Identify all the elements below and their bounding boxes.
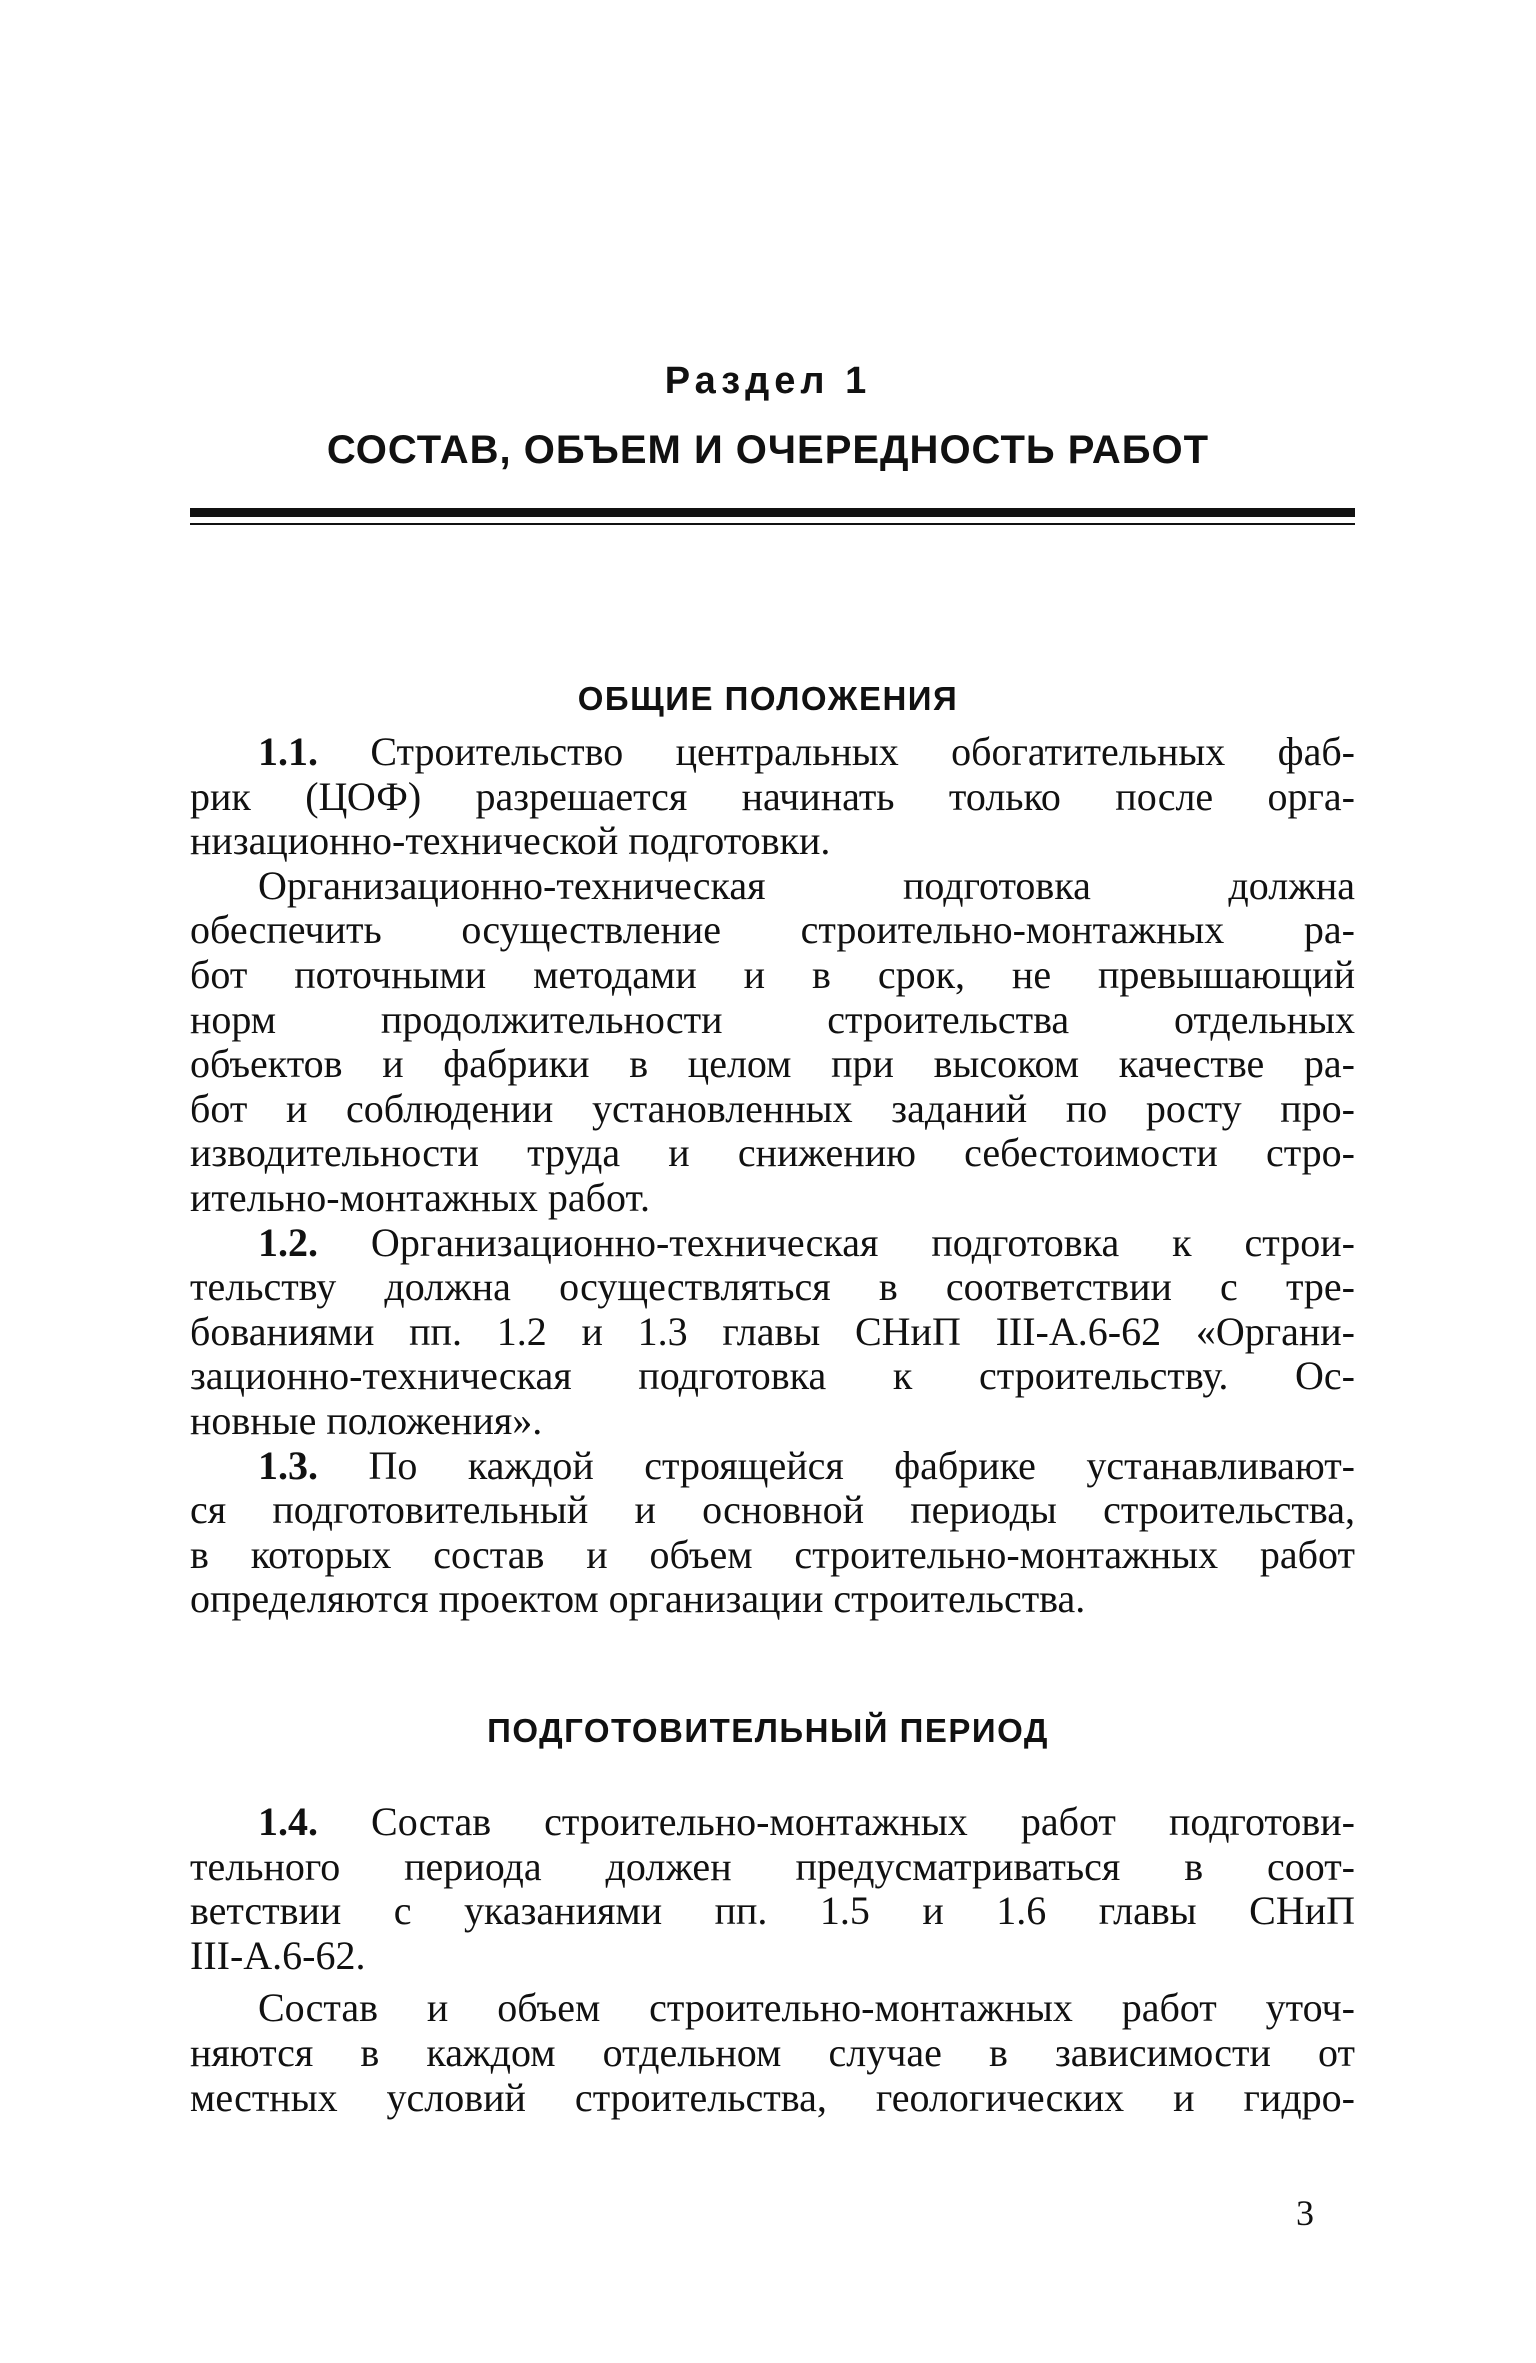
paragraph-org-line: Организационно-техническая подготовка должна xyxy=(258,862,1355,908)
paragraph-org-line: обеспечить осуществление строительно-монтажных ра- xyxy=(190,907,1355,953)
clause-number: 1.2. xyxy=(258,1219,318,1265)
paragraph-sostav-line: Состав и объем строительно-монтажных работ уточ- xyxy=(258,1985,1355,2031)
paragraph-1-4-line: 1.4. Состав строительно-монтажных работ подготови- xyxy=(258,1799,1355,1844)
clause-number: 1.4. xyxy=(258,1799,318,1844)
section-label: Раздел 1 xyxy=(664,360,872,402)
paragraph-1-1-line: рик (ЦОФ) разрешается начинать только после орга- xyxy=(190,773,1355,819)
paragraph-1-1-line: низационно-технической подготовки. xyxy=(190,818,831,864)
paragraph-1-4-line: тельного периода должен предусматриваться в соот- xyxy=(190,1843,1355,1889)
paragraph-1-2-line: бованиями пп. 1.2 и 1.3 главы СНиП III-А.6-62 «Органи- xyxy=(190,1308,1355,1354)
page-number: 3 xyxy=(1296,2193,1314,2233)
paragraph-1-2-line: зационно-техническая подготовка к строительству. Ос- xyxy=(190,1353,1355,1399)
paragraph-1-1-line: 1.1. Строительство центральных обогатительных фаб- xyxy=(258,729,1355,774)
paragraph-1-4-line: ветствии с указаниями пп. 1.5 и 1.6 главы СНиП xyxy=(190,1888,1355,1934)
title-rule-thick xyxy=(190,508,1355,517)
paragraph-1-3-line: ся подготовительный и основной периоды строительства, xyxy=(190,1487,1355,1533)
heading-preparatory-period: ПОДГОТОВИТЕЛЬНЫЙ ПЕРИОД xyxy=(487,1712,1049,1749)
paragraph-1-2-line: 1.2. Организационно-техническая подготовка к строи- xyxy=(258,1219,1355,1265)
paragraph-1-3-line: 1.3. По каждой строящейся фабрике устанавливают- xyxy=(258,1442,1355,1488)
clause-number: 1.3. xyxy=(258,1442,318,1488)
heading-general-provisions: ОБЩИЕ ПОЛОЖЕНИЯ xyxy=(577,680,959,717)
paragraph-sostav-line: няются в каждом отдельном случае в зависимости от xyxy=(190,2029,1355,2075)
title-rule-thin xyxy=(190,523,1355,525)
paragraph-org-line: бот и соблюдении установленных заданий по росту про- xyxy=(190,1085,1355,1131)
paragraph-sostav-line: местных условий строительства, геологических и гидро- xyxy=(190,2074,1355,2120)
paragraph-1-3-line: определяются проектом организации строительства. xyxy=(190,1576,1086,1622)
clause-number: 1.1. xyxy=(258,729,318,774)
paragraph-org-line: ительно-монтажных работ. xyxy=(190,1174,650,1220)
paragraph-1-2-line: тельству должна осуществляться в соответствии с тре- xyxy=(190,1264,1355,1310)
paragraph-org-line: норм продолжительности строительства отдельных xyxy=(190,996,1355,1042)
paragraph-1-3-line: в которых состав и объем строительно-монтажных работ xyxy=(190,1531,1355,1577)
section-title: СОСТАВ, ОБЪЕМ И ОЧЕРЕДНОСТЬ РАБОТ xyxy=(326,428,1210,472)
text-block-general xyxy=(190,730,1355,1622)
paragraph-1-4-line: III-А.6-62. xyxy=(190,1932,366,1978)
paragraph-org-line: бот поточными методами и в срок, не превышающий xyxy=(190,951,1355,997)
text-block-preparatory xyxy=(190,1800,1355,2120)
paragraph-org-line: изводительности труда и снижению себестоимости стро- xyxy=(190,1130,1355,1176)
paragraph-org-line: объектов и фабрики в целом при высоком качестве ра- xyxy=(190,1041,1355,1087)
paragraph-1-2-line: новные положения». xyxy=(190,1397,543,1443)
